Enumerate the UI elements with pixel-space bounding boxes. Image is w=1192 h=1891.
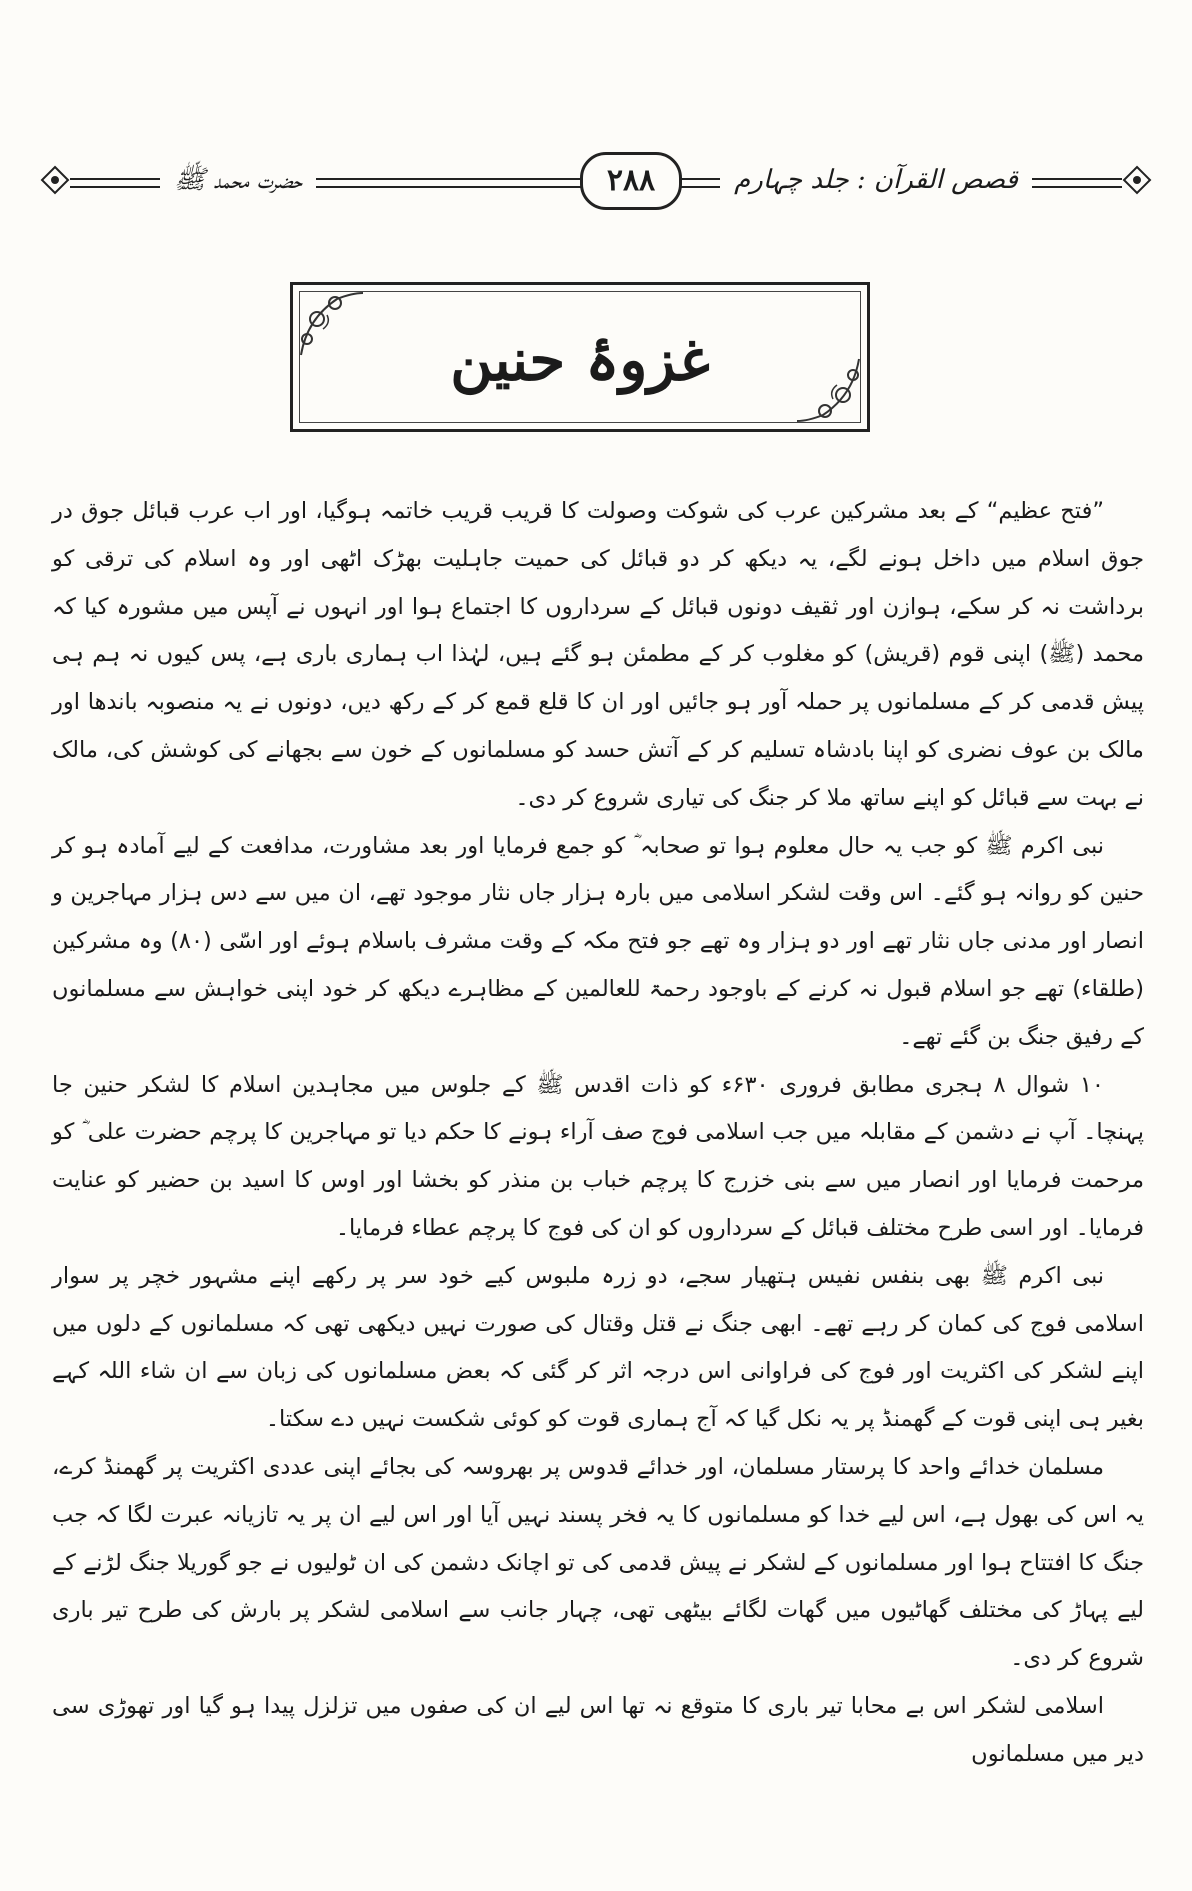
- body-text: [52, 488, 1144, 1779]
- paragraph: ۱۰ شوال ۸ ہجری مطابق فروری ۶۳۰ء کو ذات اقدس ﷺ کے جلوس میں مجاہدین اسلام کا لشکر حنین جا پہنچا۔ آپ نے دشمن کے مقابلہ میں جب اسلامی فوج صف آراء ہونے کا حکم دیا تو مہاجرین کا پرچم حضرت علی ؓ کو مرحمت فرمایا اور انصار میں سے بنی خزرج کا پرچم خباب بن منذر کو بخشا اور اوس کا اسید بن حضیر کو عنایت فرمایا۔ اور اسی طرح مختلف قبائل کے سرداروں کو ان کی فوج کا پرچم عطاء فرمایا۔: [52, 1071, 1144, 1241]
- paragraph: مسلمان خدائے واحد کا پرستار مسلمان، اور خدائے قدوس پر بھروسہ کی بجائے اپنی عددی اکثریت پر گھمنڈ کرے، یہ اس کی بھول ہے، اس لیے خدا کو مسلمانوں کا یہ فخر پسند نہیں آیا اور اس لیے ان پر یہ تازیانہ عبرت لگا کہ جب جنگ کا افتتاح ہوا اور مسلمانوں کے لشکر نے پیش قدمی کی تو اچانک دشمن کی ان ٹولیوں نے جو گوریلا جنگ لڑنے کے لیے پہاڑ کی مختلف گھاٹیوں میں گھات لگائے بیٹھی تھی، چہار جانب سے اسلامی لشکر پر بارش کی طرح تیر باری شروع کر دی۔: [52, 1453, 1144, 1672]
- left-ornament-icon: [40, 165, 70, 195]
- paragraph: ”فتح عظیم“ کے بعد مشرکین عرب کی شوکت وصولت کا قریب قریب خاتمہ ہوگیا، اور اب عرب قبائل جوق در جوق اسلام میں داخل ہونے لگے، یہ دیکھ کر دو قبائل کی حمیت جاہلیت بھڑک اٹھی اور وہ اسلام کی ترقی کو برداشت نہ کر سکے، ہوازن اور ثقیف دونوں قبائل کے سرداروں کا اجتماع ہوا اور انہوں نے آپس میں مشورہ کیا کہ محمد (ﷺ) اپنی قوم (قریش) کو مغلوب کر کے مطمئن ہو گئے ہیں، لہٰذا اب ہماری باری ہے، پس کیوں نہ ہم ہی پیش قدمی کر کے مسلمانوں پر حملہ آور ہو جائیں اور ان کا قلع قمع کر کے رکھ دیں، دونوں نے یہ منصوبہ باندھا اور مالک بن عوف نضری کو اپنا بادشاہ تسلیم کر کے آتش حسد کو مسلمانوں کے خون سے بجھانے کی کوشش کی، مالک نے بہت سے قبائل کو اپنے ساتھ ملا کر جنگ کی تیاری شروع کر دی۔: [52, 498, 1144, 811]
- paragraph: نبی اکرم ﷺ بھی بنفس نفیس ہتھیار سجے، دو زرہ ملبوس کیے خود سر پر رکھے اپنے مشہور خچر پر سوار اسلامی فوج کی کمان کر رہے تھے۔ ابھی جنگ نے قتل وقتال کی صورت نہیں دیکھی تھی کہ مسلمانوں کے دلوں میں اپنے لشکر کی اکثریت اور فوج کی فراوانی اس درجہ اثر کر گئی کہ بعض مسلمانوں کی زبان سے ان شاء اللہ کہے بغیر ہی اپنی قوت کے گھمنڈ پر یہ نکل گیا کہ آج ہماری قوت کو کوئی شکست نہیں دے سکتا۔: [52, 1262, 1144, 1433]
- page-header: [40, 150, 1152, 220]
- page-number: ۲۸۸: [580, 152, 682, 210]
- chapter-title-box: [290, 282, 870, 432]
- book-title: قصص القرآن : جلد چہارم: [720, 158, 1032, 202]
- chapter-title: غزوۂ حنین: [450, 326, 710, 394]
- paragraph: نبی اکرم ﷺ کو جب یہ حال معلوم ہوا تو صحابہ ؓ کو جمع فرمایا اور بعد مشاورت، مدافعت کے لیے آمادہ ہو کر حنین کو روانہ ہو گئے۔ اس وقت لشکر اسلامی میں بارہ ہزار جاں نثار موجود تھے، ان میں سے دس ہزار مہاجرین و انصار اور مدنی جاں نثار تھے اور دو ہزار وہ تھے جو فتح مکہ کے وقت مشرف باسلام ہوئے اور اسّی (۸۰) وہ مشرکین (طلقاء) تھے جو اسلام قبول نہ کرنے کے باوجود رحمۃ للعالمین کے مظاہرے دیکھ کر خود اپنی خواہش سے مسلمانوں کے رفیق جنگ بن گئے تھے۔: [52, 832, 1144, 1050]
- paragraph: اسلامی لشکر اس بے محابا تیر باری کا متوقع نہ تھا اس لیے ان کی صفوں میں تزلزل پیدا ہو گیا اور تھوڑی سی دیر میں مسلمانوں: [52, 1692, 1144, 1767]
- chapter-subject: حضرت محمد ﷺ: [160, 158, 316, 202]
- right-ornament-icon: [1122, 165, 1152, 195]
